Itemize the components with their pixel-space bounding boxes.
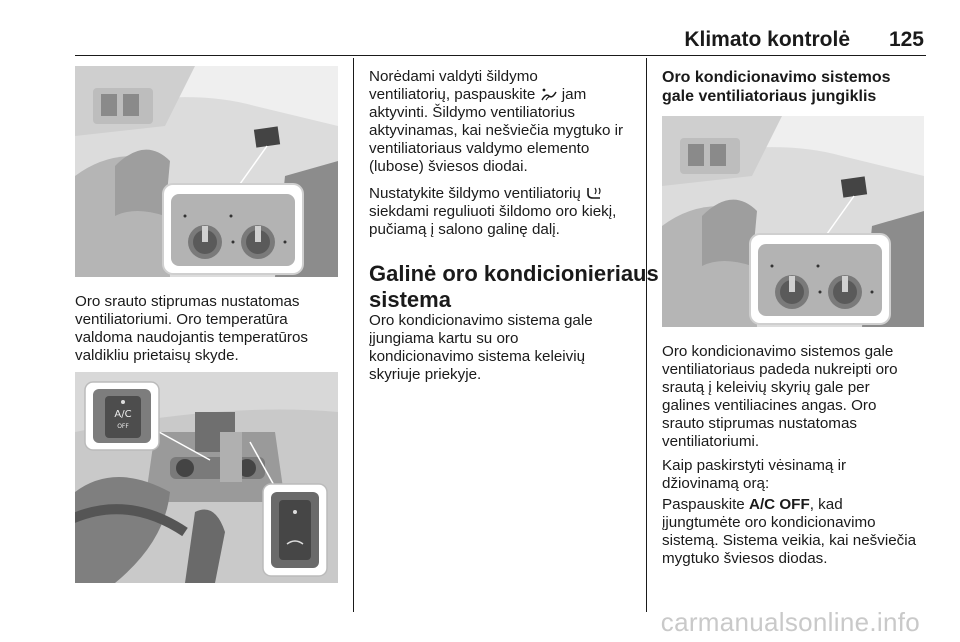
ac-label: A/C — [114, 409, 132, 420]
ac-off-label: OFF — [117, 423, 129, 430]
col2-paragraph-3: Oro kondicionavimo sistema gale įjungiama kartu su oro kondicionavimo sistema keleivių skyriuje priekyje. — [369, 312, 593, 383]
ac-off-button-photo — [75, 372, 338, 583]
ac-off-button-ref: A/C OFF — [748, 496, 810, 513]
col2-paragraph-1: Norėdami valdyti šildymo ventiliatorių, paspauskite jam aktyvinti. Šildymo ventiliatorius aktyvinamas, kai nešviečia mygtuko ir ventiliatoriaus valdymo elemento (lubose) šviesos diodai. — [369, 68, 624, 175]
page-number: 125 — [888, 28, 924, 51]
col3-paragraph-1: Oro kondicionavimo sistemos gale ventiliatoriaus padeda nukreipti oro srautą į keleivių skyrių gale per galines ventiliacines angas. Oro srauto stiprumas nustatomas ventiliatoriumi. — [662, 343, 898, 450]
header-rule — [75, 55, 926, 56]
column-divider-2 — [646, 58, 647, 612]
page-header — [0, 24, 960, 58]
column-divider-1 — [353, 58, 354, 612]
heater-fan-icon — [585, 186, 603, 200]
col1-paragraph-1: Oro srauto stiprumas nustatomas ventiliatoriumi. Oro temperatūra valdoma naudojantis temperatūros valdikliu prietaisų skyde. — [75, 293, 309, 364]
col3-paragraph-3: Paspauskite A/C OFF, kad įjungtumėte oro kondicionavimo sistemą. Sistema veikia, kai nešviečia mygtuko šviesos diodas. — [662, 496, 917, 567]
rear-heater-control-photo — [75, 66, 338, 277]
col2-paragraph-2: Nustatykite šildymo ventiliatorių siekdami reguliuoti šildomo oro kiekį, pučiamą į salono galinę dalį. — [369, 185, 617, 238]
col3-section-heading: Oro kondicionavimo sistemos gale ventiliatoriaus jungiklis — [662, 69, 891, 105]
watermark-text: carmanualsonline.info — [660, 607, 920, 637]
col3-paragraph-2: Kaip paskirstyti vėsinamą ir džiovinamą orą: — [662, 457, 847, 492]
col2-section-heading: Galinė oro kondicionieriaus sistema — [369, 261, 659, 312]
rear-fan-icon — [540, 87, 558, 101]
rear-ac-fan-switch-photo — [662, 116, 924, 327]
page-title: Klimato kontrolė — [684, 28, 850, 51]
